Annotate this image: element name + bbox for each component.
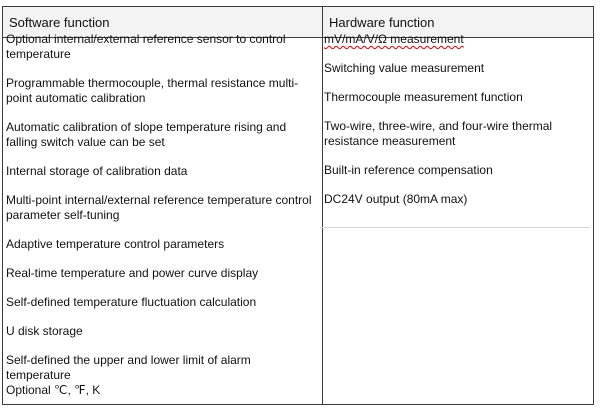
hardware-item: Switching value measurement — [324, 61, 485, 75]
software-item: Optional ℃, ℉, K — [6, 383, 101, 397]
software-item: U disk storage — [6, 324, 83, 338]
software-item: Adaptive temperature control parameters — [6, 237, 225, 251]
software-item: Programmable thermocouple, thermal resistance multi-point automatic calibration — [6, 76, 299, 105]
hardware-item — [324, 32, 586, 47]
software-item: Self-defined the upper and lower limit of alarm temperature — [6, 353, 251, 382]
software-item: Self-defined temperature fluctuation calculation — [6, 295, 257, 309]
hardware-column-separator — [320, 227, 590, 228]
header-software-function: Software function — [3, 7, 322, 38]
hardware-item: DC24V output (80mA max) — [324, 192, 468, 206]
software-item: Automatic calibration of slope temperature rising and falling switch value can be set — [6, 120, 287, 149]
spellcheck-underlined-text: mV/mA/V/Ω measurement — [324, 32, 464, 46]
software-item: Internal storage of calibration data — [6, 164, 188, 178]
software-item: Multi-point internal/external reference temperature control parameter self-tuning — [6, 193, 312, 222]
software-item: Real-time temperature and power curve display — [6, 266, 259, 280]
hardware-item: Two-wire, three-wire, and four-wire thermal resistance measurement — [324, 119, 553, 148]
software-function-column — [6, 32, 314, 398]
software-item: Optional internal/external reference sensor to control temperature — [6, 32, 286, 61]
header-hardware-function: Hardware function — [323, 7, 593, 38]
hardware-item: Thermocouple measurement function — [324, 90, 523, 104]
column-divider — [322, 7, 323, 404]
hardware-function-column — [324, 32, 586, 221]
hardware-item: Built-in reference compensation — [324, 163, 493, 177]
